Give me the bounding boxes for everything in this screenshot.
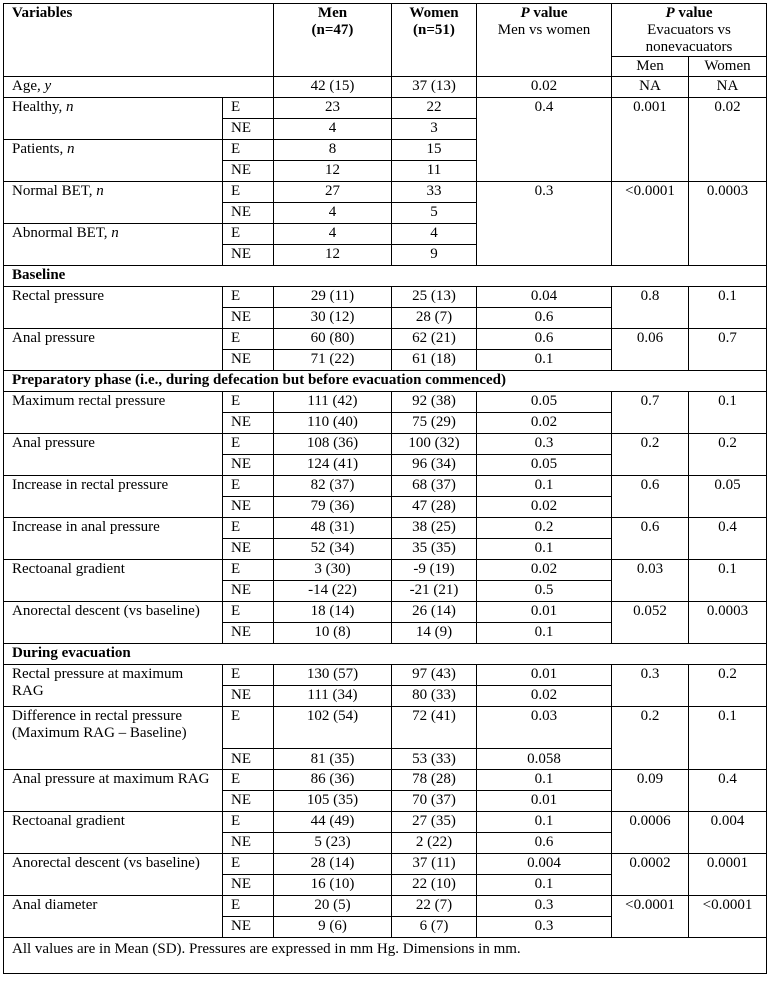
cell-pe-women: 0.1 bbox=[689, 706, 767, 769]
cell-women: 37 (11) bbox=[392, 853, 477, 874]
cell-men: 3 (30) bbox=[274, 559, 392, 580]
cell-p: 0.05 bbox=[477, 391, 612, 412]
cell-men: 4 bbox=[274, 202, 392, 223]
cell-women: 27 (35) bbox=[392, 811, 477, 832]
cell-p: 0.01 bbox=[477, 664, 612, 685]
cell-pe-men: <0.0001 bbox=[612, 181, 689, 265]
cell-men: 82 (37) bbox=[274, 475, 392, 496]
p-value-men-vs-women-header: P value Men vs women bbox=[477, 4, 612, 77]
group-ne: NE bbox=[223, 748, 274, 769]
group-ne: NE bbox=[223, 538, 274, 559]
cell-women: 2 (22) bbox=[392, 832, 477, 853]
cell-men: 108 (36) bbox=[274, 433, 392, 454]
group-ne: NE bbox=[223, 160, 274, 181]
cell-women: 100 (32) bbox=[392, 433, 477, 454]
cell-women: 11 bbox=[392, 160, 477, 181]
cell-p: 0.1 bbox=[477, 769, 612, 790]
cell-pe-women: <0.0001 bbox=[689, 895, 767, 937]
variables-header: Variables bbox=[4, 4, 274, 77]
row-label: Anorectal descent (vs baseline) bbox=[4, 601, 223, 643]
cell-men: 44 (49) bbox=[274, 811, 392, 832]
table-row bbox=[4, 286, 767, 307]
cell-pe-men: 0.2 bbox=[612, 706, 689, 769]
row-label: Increase in rectal pressure bbox=[4, 475, 223, 517]
table-row bbox=[4, 601, 767, 622]
row-normal-bet-e bbox=[4, 181, 767, 202]
row-label: Difference in rectal pressure (Maximum RAG – Baseline) bbox=[4, 706, 223, 769]
cell-pe-women: NA bbox=[689, 76, 767, 97]
cell-p: 0.1 bbox=[477, 538, 612, 559]
group-ne: NE bbox=[223, 454, 274, 475]
group-ne: NE bbox=[223, 307, 274, 328]
cell-men: 86 (36) bbox=[274, 769, 392, 790]
table-row bbox=[4, 811, 767, 832]
cell-women: 80 (33) bbox=[392, 685, 477, 706]
sub-women-header: Women bbox=[689, 56, 767, 76]
cell-men: 29 (11) bbox=[274, 286, 392, 307]
cell-p: 0.1 bbox=[477, 811, 612, 832]
group-e: E bbox=[223, 97, 274, 118]
group-ne: NE bbox=[223, 832, 274, 853]
cell-women: 37 (13) bbox=[392, 76, 477, 97]
cell-women: 25 (13) bbox=[392, 286, 477, 307]
cell-p: 0.05 bbox=[477, 454, 612, 475]
row-age bbox=[4, 76, 767, 97]
cell-women: 9 bbox=[392, 244, 477, 265]
section-header-row bbox=[4, 643, 767, 664]
cell-pe-men: 0.06 bbox=[612, 328, 689, 370]
cell-p: 0.6 bbox=[477, 328, 612, 349]
cell-pe-women: 0.2 bbox=[689, 433, 767, 475]
cell-women: 97 (43) bbox=[392, 664, 477, 685]
cell-women: 75 (29) bbox=[392, 412, 477, 433]
cell-p: 0.04 bbox=[477, 286, 612, 307]
cell-pe-women: 0.7 bbox=[689, 328, 767, 370]
row-label: Anal pressure bbox=[4, 328, 223, 370]
group-e: E bbox=[223, 769, 274, 790]
cell-men: 111 (42) bbox=[274, 391, 392, 412]
group-e: E bbox=[223, 181, 274, 202]
cell-women: 53 (33) bbox=[392, 748, 477, 769]
group-e: E bbox=[223, 895, 274, 916]
cell-p: 0.3 bbox=[477, 916, 612, 937]
cell-men: -14 (22) bbox=[274, 580, 392, 601]
cell-men: 130 (57) bbox=[274, 664, 392, 685]
cell-pe-men: 0.052 bbox=[612, 601, 689, 643]
cell-men: 28 (14) bbox=[274, 853, 392, 874]
row-healthy-e bbox=[4, 97, 767, 118]
cell-men: 81 (35) bbox=[274, 748, 392, 769]
cell-pe-men: NA bbox=[612, 76, 689, 97]
cell-men: 111 (34) bbox=[274, 685, 392, 706]
group-ne: NE bbox=[223, 622, 274, 643]
section-header-row bbox=[4, 370, 767, 391]
group-ne: NE bbox=[223, 916, 274, 937]
cell-women: 68 (37) bbox=[392, 475, 477, 496]
group-e: E bbox=[223, 853, 274, 874]
cell-men: 71 (22) bbox=[274, 349, 392, 370]
cell-women: 6 (7) bbox=[392, 916, 477, 937]
row-label: Rectoanal gradient bbox=[4, 811, 223, 853]
group-ne: NE bbox=[223, 349, 274, 370]
cell-pe-women: 0.004 bbox=[689, 811, 767, 853]
table-row bbox=[4, 853, 767, 874]
group-e: E bbox=[223, 706, 274, 748]
sub-men-header: Men bbox=[612, 56, 689, 76]
group-e: E bbox=[223, 223, 274, 244]
cell-pe-men: 0.03 bbox=[612, 559, 689, 601]
section-title: Preparatory phase (i.e., during defecation but before evacuation commenced) bbox=[4, 370, 767, 391]
group-e: E bbox=[223, 391, 274, 412]
cell-p: 0.4 bbox=[477, 97, 612, 181]
row-label: Abnormal BET, n bbox=[4, 223, 223, 265]
cell-men: 4 bbox=[274, 223, 392, 244]
table-row bbox=[4, 664, 767, 685]
cell-pe-women: 0.4 bbox=[689, 769, 767, 811]
group-e: E bbox=[223, 601, 274, 622]
cell-women: 62 (21) bbox=[392, 328, 477, 349]
cell-men: 8 bbox=[274, 139, 392, 160]
cell-men: 42 (15) bbox=[274, 76, 392, 97]
cell-women: 70 (37) bbox=[392, 790, 477, 811]
cell-men: 23 bbox=[274, 97, 392, 118]
cell-p: 0.3 bbox=[477, 895, 612, 916]
row-label: Patients, n bbox=[4, 139, 223, 181]
cell-p: 0.1 bbox=[477, 475, 612, 496]
group-e: E bbox=[223, 811, 274, 832]
cell-pe-women: 0.2 bbox=[689, 664, 767, 706]
table-row bbox=[4, 517, 767, 538]
cell-men: 20 (5) bbox=[274, 895, 392, 916]
group-ne: NE bbox=[223, 202, 274, 223]
cell-men: 110 (40) bbox=[274, 412, 392, 433]
table-row bbox=[4, 559, 767, 580]
cell-men: 124 (41) bbox=[274, 454, 392, 475]
cell-men: 9 (6) bbox=[274, 916, 392, 937]
cell-women: 22 (7) bbox=[392, 895, 477, 916]
cell-men: 60 (80) bbox=[274, 328, 392, 349]
row-label: Rectal pressure at maximum RAG bbox=[4, 664, 223, 706]
cell-p: 0.5 bbox=[477, 580, 612, 601]
cell-p: 0.02 bbox=[477, 685, 612, 706]
cell-p: 0.02 bbox=[477, 496, 612, 517]
group-ne: NE bbox=[223, 496, 274, 517]
cell-pe-men: 0.09 bbox=[612, 769, 689, 811]
table-row bbox=[4, 769, 767, 790]
group-ne: NE bbox=[223, 874, 274, 895]
cell-pe-men: 0.8 bbox=[612, 286, 689, 328]
row-label: Rectal pressure bbox=[4, 286, 223, 328]
row-label: Increase in anal pressure bbox=[4, 517, 223, 559]
table-row bbox=[4, 475, 767, 496]
cell-women: 61 (18) bbox=[392, 349, 477, 370]
group-e: E bbox=[223, 664, 274, 685]
cell-women: 38 (25) bbox=[392, 517, 477, 538]
group-ne: NE bbox=[223, 118, 274, 139]
cell-women: -21 (21) bbox=[392, 580, 477, 601]
cell-p: 0.02 bbox=[477, 412, 612, 433]
group-e: E bbox=[223, 475, 274, 496]
group-e: E bbox=[223, 433, 274, 454]
cell-p: 0.1 bbox=[477, 874, 612, 895]
cell-p: 0.1 bbox=[477, 622, 612, 643]
cell-women: 3 bbox=[392, 118, 477, 139]
cell-p: 0.3 bbox=[477, 181, 612, 265]
group-e: E bbox=[223, 517, 274, 538]
cell-men: 79 (36) bbox=[274, 496, 392, 517]
footnote-row bbox=[4, 937, 767, 973]
cell-men: 10 (8) bbox=[274, 622, 392, 643]
cell-men: 102 (54) bbox=[274, 706, 392, 748]
cell-p: 0.1 bbox=[477, 349, 612, 370]
cell-p: 0.004 bbox=[477, 853, 612, 874]
results-table bbox=[3, 3, 767, 974]
cell-women: -9 (19) bbox=[392, 559, 477, 580]
women-header: Women (n=51) bbox=[392, 4, 477, 77]
group-ne: NE bbox=[223, 790, 274, 811]
cell-women: 4 bbox=[392, 223, 477, 244]
cell-women: 47 (28) bbox=[392, 496, 477, 517]
cell-p: 0.058 bbox=[477, 748, 612, 769]
cell-p: 0.6 bbox=[477, 832, 612, 853]
cell-men: 5 (23) bbox=[274, 832, 392, 853]
cell-p: 0.01 bbox=[477, 790, 612, 811]
cell-pe-women: 0.1 bbox=[689, 391, 767, 433]
cell-pe-women: 0.02 bbox=[689, 97, 767, 181]
cell-pe-women: 0.0003 bbox=[689, 181, 767, 265]
cell-women: 14 (9) bbox=[392, 622, 477, 643]
cell-women: 15 bbox=[392, 139, 477, 160]
cell-women: 22 (10) bbox=[392, 874, 477, 895]
cell-pe-men: 0.001 bbox=[612, 97, 689, 181]
cell-men: 105 (35) bbox=[274, 790, 392, 811]
row-label: Anorectal descent (vs baseline) bbox=[4, 853, 223, 895]
row-label: Normal BET, n bbox=[4, 181, 223, 223]
footnote: All values are in Mean (SD). Pressures are expressed in mm Hg. Dimensions in mm. bbox=[4, 937, 767, 973]
cell-p: 0.01 bbox=[477, 601, 612, 622]
cell-p: 0.6 bbox=[477, 307, 612, 328]
cell-pe-men: 0.0002 bbox=[612, 853, 689, 895]
section-title: Baseline bbox=[4, 265, 767, 286]
cell-pe-women: 0.0001 bbox=[689, 853, 767, 895]
cell-women: 35 (35) bbox=[392, 538, 477, 559]
cell-men: 52 (34) bbox=[274, 538, 392, 559]
cell-women: 92 (38) bbox=[392, 391, 477, 412]
group-e: E bbox=[223, 559, 274, 580]
row-label: Anal pressure bbox=[4, 433, 223, 475]
cell-pe-men: 0.0006 bbox=[612, 811, 689, 853]
row-label: Anal pressure at maximum RAG bbox=[4, 769, 223, 811]
men-header: Men (n=47) bbox=[274, 4, 392, 77]
table-row bbox=[4, 895, 767, 916]
row-label: Anal diameter bbox=[4, 895, 223, 937]
group-e: E bbox=[223, 328, 274, 349]
cell-men: 27 bbox=[274, 181, 392, 202]
row-label: Healthy, n bbox=[4, 97, 223, 139]
cell-p: 0.02 bbox=[477, 559, 612, 580]
cell-women: 72 (41) bbox=[392, 706, 477, 748]
cell-pe-men: <0.0001 bbox=[612, 895, 689, 937]
p-value-evac-header: P value Evacuators vs nonevacuators bbox=[612, 4, 767, 57]
cell-pe-women: 0.05 bbox=[689, 475, 767, 517]
cell-pe-women: 0.1 bbox=[689, 559, 767, 601]
group-ne: NE bbox=[223, 244, 274, 265]
cell-men: 18 (14) bbox=[274, 601, 392, 622]
cell-p: 0.03 bbox=[477, 706, 612, 748]
cell-p: 0.02 bbox=[477, 76, 612, 97]
section-header-row bbox=[4, 265, 767, 286]
row-label: Maximum rectal pressure bbox=[4, 391, 223, 433]
group-ne: NE bbox=[223, 685, 274, 706]
cell-pe-men: 0.6 bbox=[612, 517, 689, 559]
cell-men: 30 (12) bbox=[274, 307, 392, 328]
cell-women: 33 bbox=[392, 181, 477, 202]
cell-pe-women: 0.1 bbox=[689, 286, 767, 328]
cell-men: 4 bbox=[274, 118, 392, 139]
group-e: E bbox=[223, 139, 274, 160]
cell-pe-men: 0.3 bbox=[612, 664, 689, 706]
cell-women: 96 (34) bbox=[392, 454, 477, 475]
table-row bbox=[4, 433, 767, 454]
cell-pe-women: 0.0003 bbox=[689, 601, 767, 643]
section-title: During evacuation bbox=[4, 643, 767, 664]
cell-pe-women: 0.4 bbox=[689, 517, 767, 559]
table-row bbox=[4, 391, 767, 412]
cell-women: 78 (28) bbox=[392, 769, 477, 790]
cell-pe-men: 0.2 bbox=[612, 433, 689, 475]
cell-men: 12 bbox=[274, 160, 392, 181]
cell-women: 28 (7) bbox=[392, 307, 477, 328]
table-row bbox=[4, 328, 767, 349]
table-row bbox=[4, 706, 767, 748]
cell-women: 22 bbox=[392, 97, 477, 118]
group-e: E bbox=[223, 286, 274, 307]
header-row bbox=[4, 4, 767, 57]
cell-men: 16 (10) bbox=[274, 874, 392, 895]
cell-pe-men: 0.7 bbox=[612, 391, 689, 433]
cell-men: 12 bbox=[274, 244, 392, 265]
row-label: Age, y bbox=[4, 76, 274, 97]
cell-p: 0.3 bbox=[477, 433, 612, 454]
group-ne: NE bbox=[223, 580, 274, 601]
group-ne: NE bbox=[223, 412, 274, 433]
cell-pe-men: 0.6 bbox=[612, 475, 689, 517]
cell-p: 0.2 bbox=[477, 517, 612, 538]
cell-women: 5 bbox=[392, 202, 477, 223]
cell-women: 26 (14) bbox=[392, 601, 477, 622]
cell-men: 48 (31) bbox=[274, 517, 392, 538]
row-label: Rectoanal gradient bbox=[4, 559, 223, 601]
